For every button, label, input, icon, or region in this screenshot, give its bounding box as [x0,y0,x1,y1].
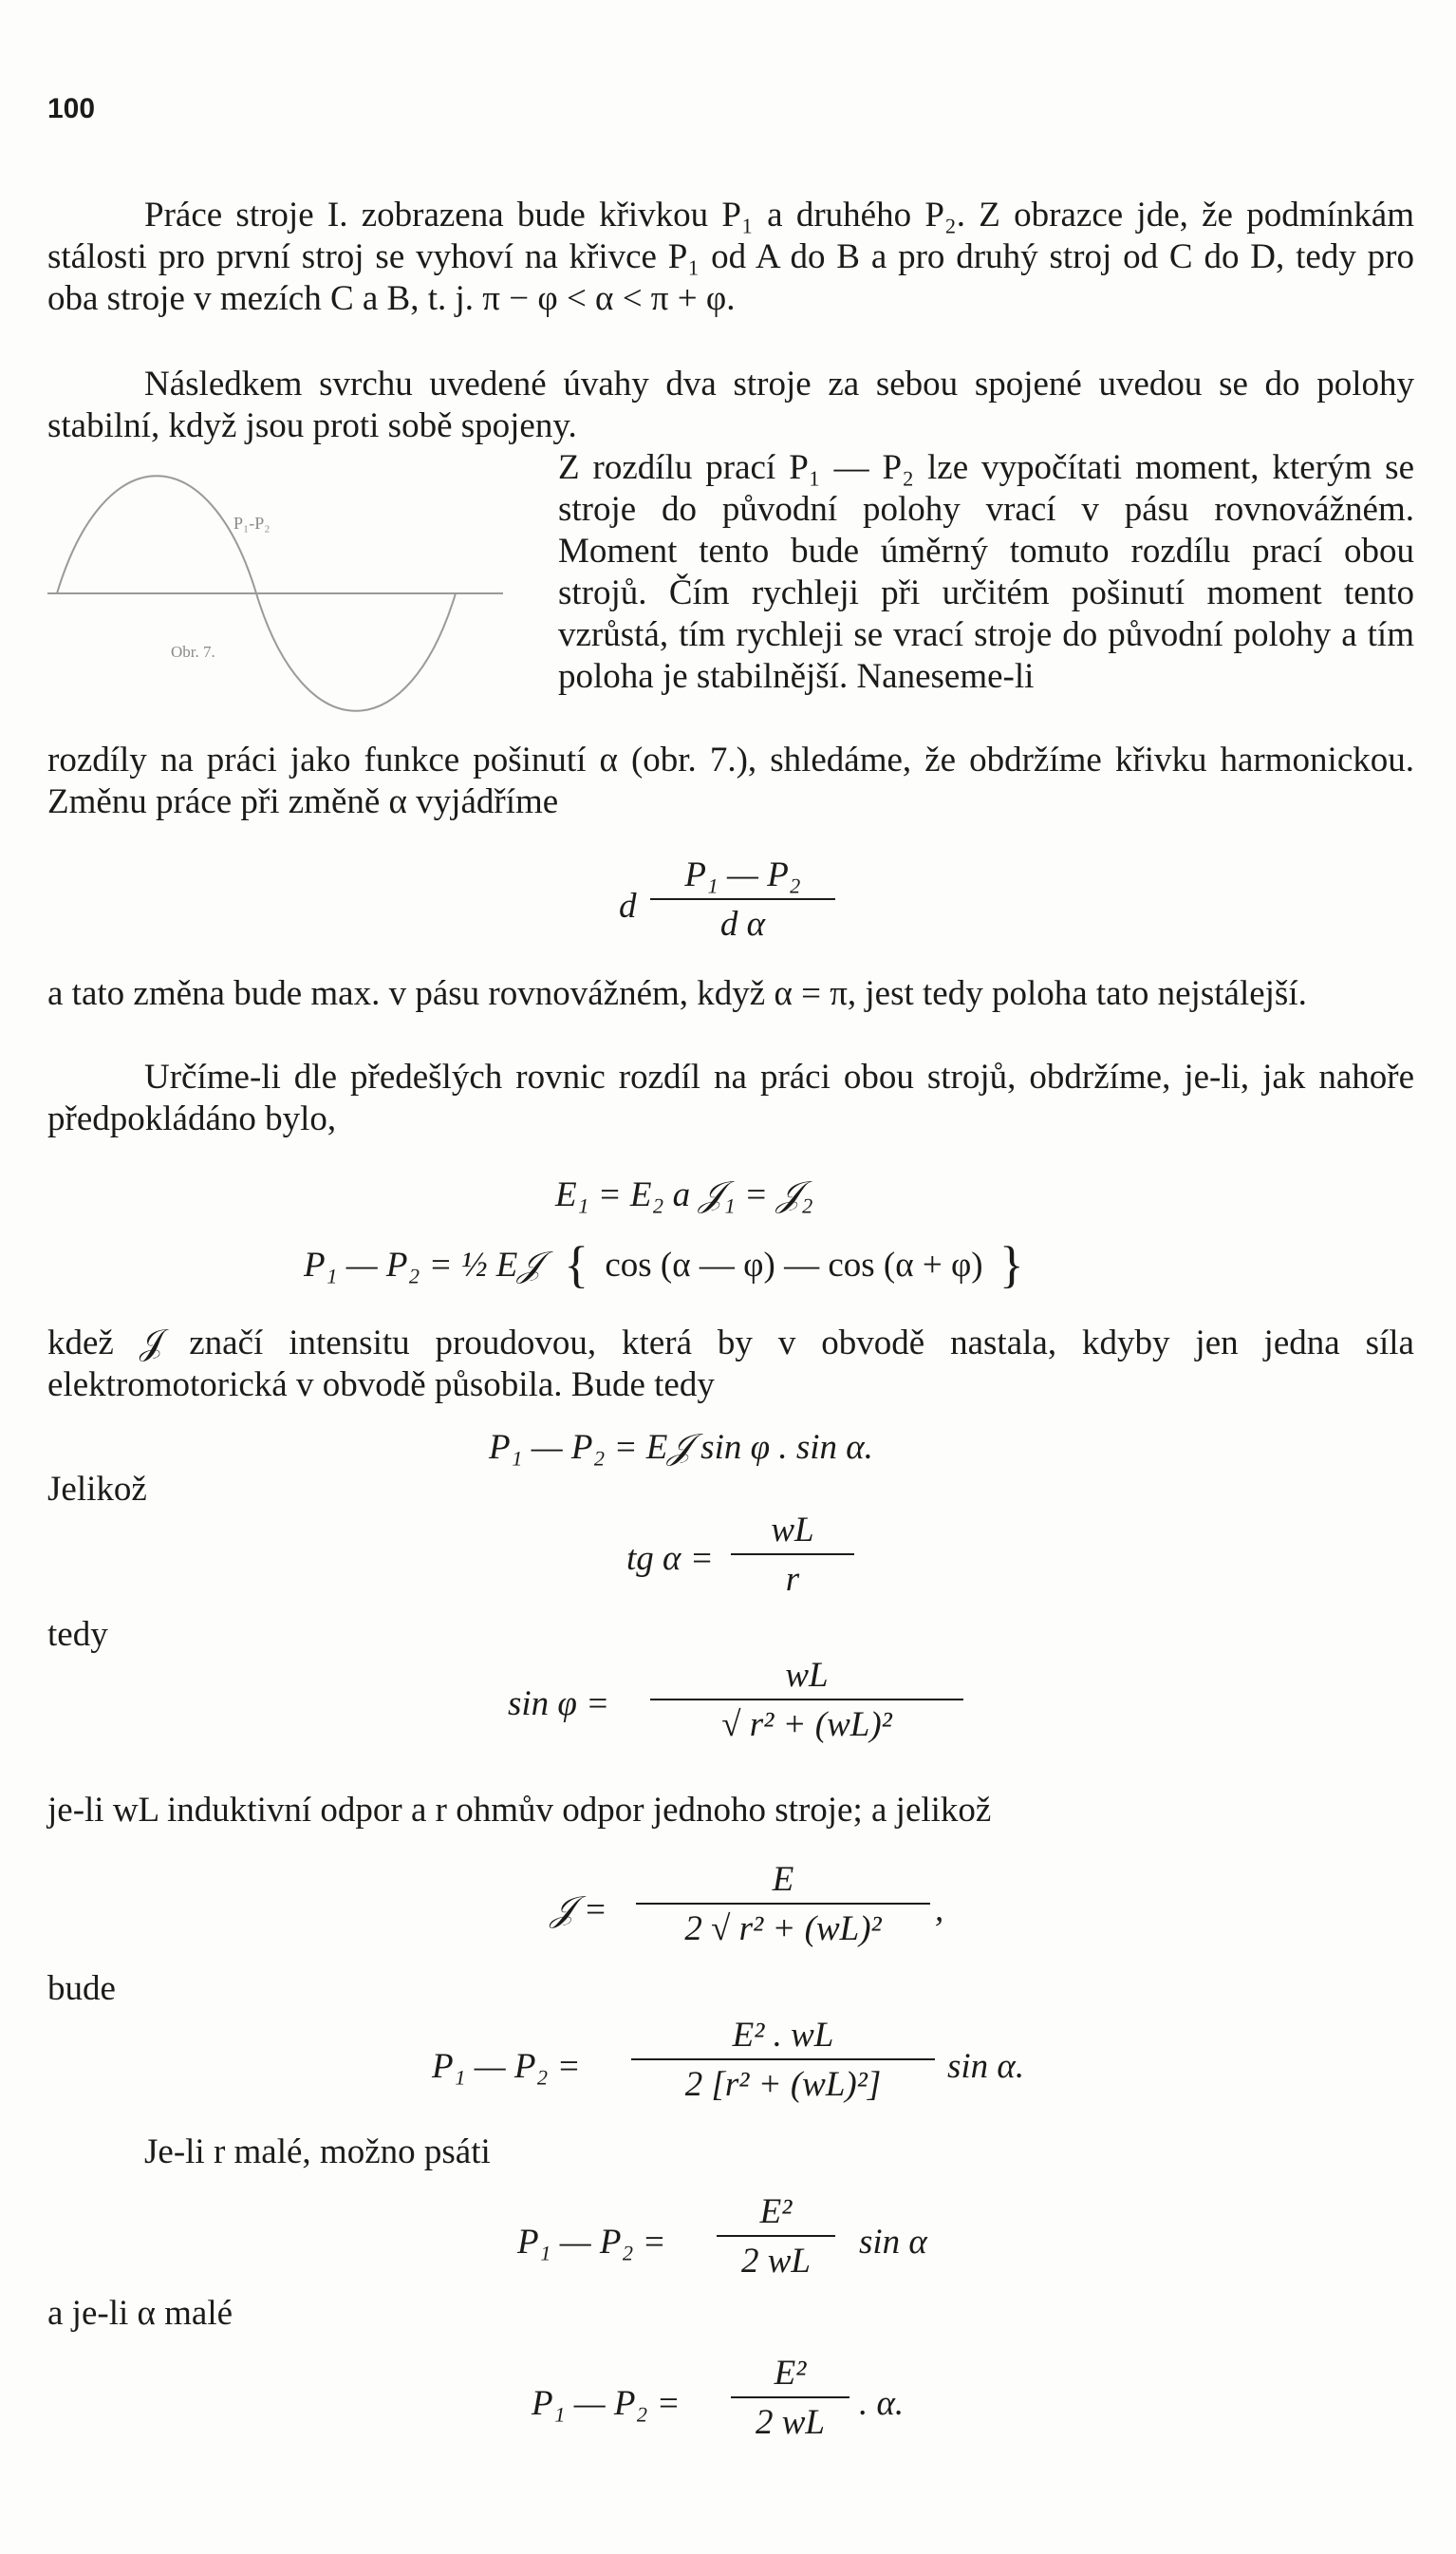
word-jeli-alpha: a je-li α malé [47,2294,233,2333]
word-bude: bude [47,1969,116,2008]
fraction-numerator: E² [774,2354,807,2393]
equation-e4 [731,1510,854,1601]
equation-e6-lhs: 𝒥 = [551,1890,607,1929]
equation-derivative-d: d [619,887,637,926]
fraction-bar [717,2235,835,2237]
fraction-bar [650,1699,963,1700]
fraction-denominator: 2 √ r² + (wL)² [684,1909,882,1948]
fraction-denominator: √ r² + (wL)² [721,1705,892,1744]
fraction-denominator: r [785,1560,800,1599]
paragraph-4: a tato změna bude max. v pásu rovnovážném, když α = π, jest tedy poloha tato nejstálejší. [47,974,1307,1013]
paragraph-7: je-li wL induktivní odpor a r ohmův odpor jednoho stroje; a jelikož [47,1791,992,1830]
paragraph-1: Práce stroje I. zobrazena bude křivkou P₁ a druhého P₂. Z obrazce jde, že podmínkám stálosti pro první stroj se vyhoví na křivce P₁ od A do B a pro druhý stroj od C do D, tedy pro oba stroje v mezích C a B, t. j. π − φ < α < π + φ. [47,196,1414,318]
paragraph-2: Následkem svrchu uvedené úvahy dva stroje za sebou spojené uvedou se do polohy stabilní, když jsou proti sobě spojeny. [47,365,1414,445]
fraction-bar [731,1553,854,1555]
equation-e9-tail: . α. [859,2384,905,2423]
fraction-denominator: 2 wL [755,2403,825,2442]
equation-e6 [636,1859,930,1950]
paragraph-5: Určíme-li dle předešlých rovnic rozdíl na práci obou strojů, obdržíme, je-li, jak nahoře předpokládáno bylo, [47,1058,1414,1138]
equation-e2-lhs: P₁ — P₂ = ½ E𝒥 [304,1246,542,1285]
fraction-numerator: P₁ — P₂ [684,855,801,894]
equation-e2 [304,1236,1024,1293]
equation-e3: P₁ — P₂ = E𝒥 sin φ . sin α. [489,1428,873,1467]
equation-e6-tail: , [935,1890,944,1929]
equation-e4-lhs: tg α = [626,1539,714,1578]
fraction-bar [636,1903,930,1905]
brace-close: } [999,1236,1024,1293]
fraction-bar [631,2058,935,2060]
fraction-numerator: wL [771,1511,814,1549]
equation-e9 [731,2353,849,2444]
paragraph-3-wrapped: Z rozdílu prací P₁ — P₂ lze vypočítati moment, kterým se stroje do původní polohy vrací v pásu rovnovážném. Moment tento bude úměrný tomuto rozdílu prací obou strojů. Čím rychleji při určitém pošinutí moment tento vzrůstá, tím rychleji se vrací stroje do původní polohy a tím poloha je stabilnější. Naneseme-li [558,448,1414,696]
paragraph-6: kdež 𝒥 značí intensitu proudovou, která by v obvodě nastala, kdyby jen jedna síla elektromotorická v obvodě působila. Bude tedy [47,1324,1414,1404]
fraction-numerator: E² [759,2192,793,2231]
figure-caption: Obr. 7. [171,643,215,661]
equation-e8-tail: sin α [859,2223,927,2262]
equation-e7-lhs: P₁ — P₂ = [432,2047,581,2086]
word-tedy: tedy [47,1615,108,1654]
equation-e7-tail: sin α. [947,2047,1025,2086]
equation-e9-lhs: P₁ — P₂ = [532,2384,681,2423]
fraction-numerator: E [772,1860,794,1899]
paragraph-3-continued: rozdíly na práci jako funkce pošinutí α (obr. 7.), shledáme, že obdržíme křivku harmonickou. Změnu práce při změně α vyjádříme [47,741,1414,821]
equation-e8 [717,2191,835,2282]
word-jeli-r: Je-li r malé, možno psáti [144,2132,491,2171]
fraction-denominator: d α [719,905,766,944]
equation-e5 [650,1655,963,1746]
equation-e1: E₁ = E₂ a 𝒥₁ = 𝒥₂ [555,1175,813,1214]
equation-e2-rhs: cos (α — φ) — cos (α + φ) [605,1246,983,1285]
brace-open: { [564,1236,589,1293]
equation-e7 [631,2015,935,2106]
fraction-denominator: 2 [r² + (wL)²] [684,2065,882,2104]
fraction-bar [650,898,835,900]
fraction-denominator: 2 wL [740,2242,811,2281]
equation-e8-lhs: P₁ — P₂ = [517,2223,666,2262]
figure-7 [47,475,522,731]
curve-label: P₁-P₂ [233,514,271,533]
fraction-numerator: E² . wL [732,2016,834,2055]
fraction-bar [731,2396,849,2398]
page-number: 100 [47,93,96,124]
fraction-numerator: wL [785,1656,829,1695]
equation-derivative [650,854,835,946]
word-jelikoz: Jelikož [47,1470,147,1509]
equation-e5-lhs: sin φ = [508,1684,610,1723]
